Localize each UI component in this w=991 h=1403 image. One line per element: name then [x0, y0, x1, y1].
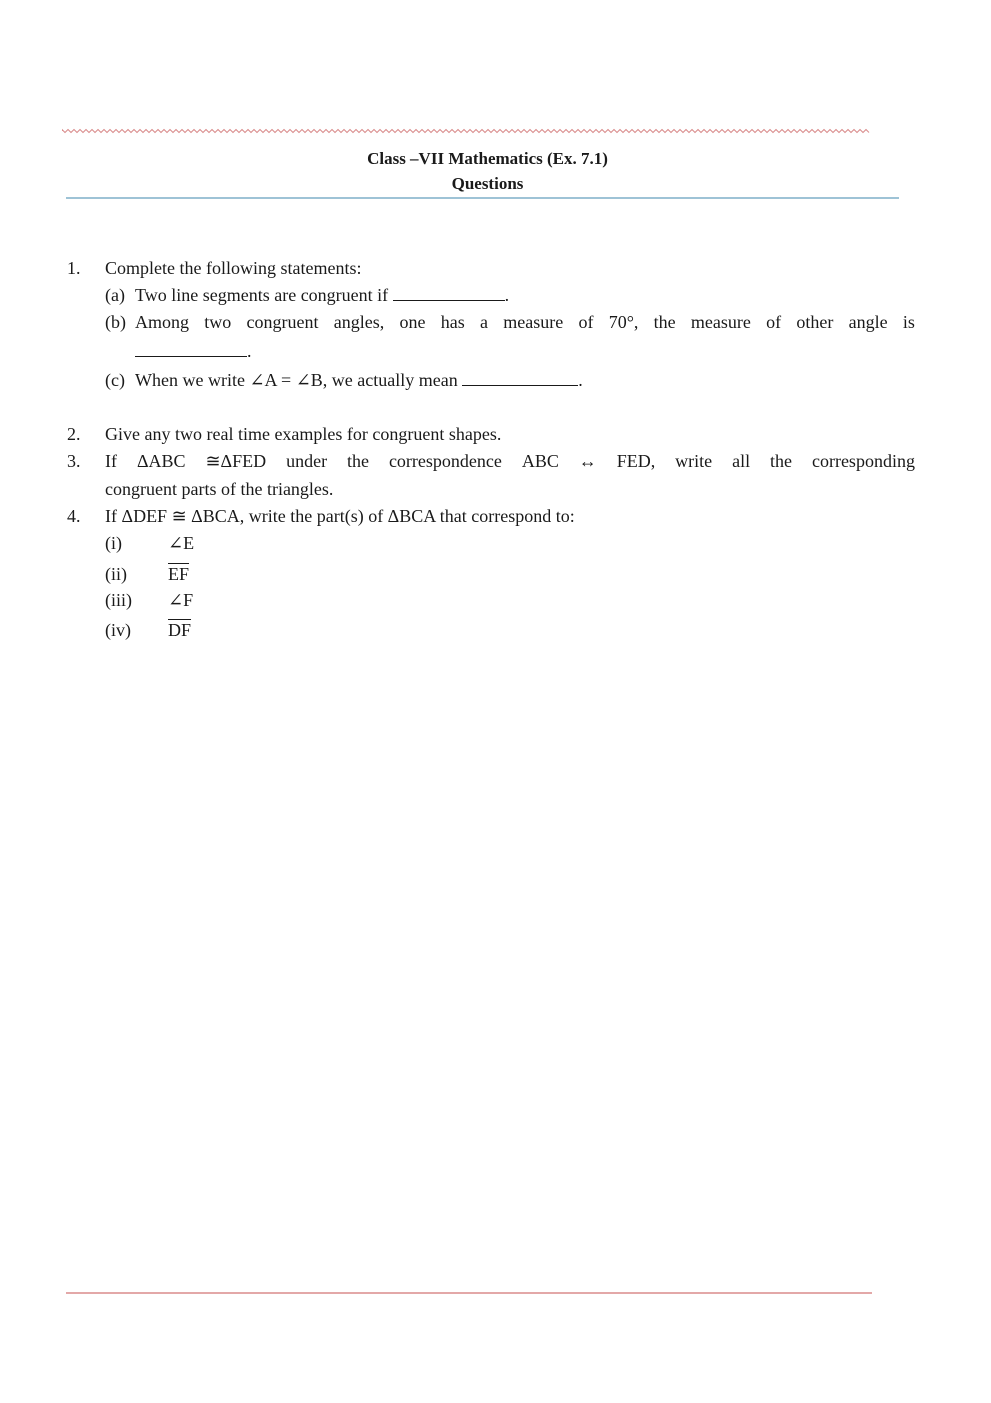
q1b-word: measure — [503, 312, 564, 332]
part-text: When we write ∠A = ∠B, we actually mean . — [135, 370, 583, 390]
sub-label: (i) — [105, 533, 122, 553]
part-text-justified — [135, 311, 915, 333]
part-text: Two line segments are congruent if . — [135, 285, 510, 305]
answer-blank — [393, 285, 505, 301]
q1b-word: the — [653, 312, 676, 332]
q3-word: corresponding — [811, 451, 915, 471]
question-text-justified — [105, 450, 915, 472]
page-title: Class –VII Mathematics (Ex. 7.1) — [367, 149, 608, 168]
question-number: 4. — [67, 506, 81, 526]
angle-f: ∠F — [168, 590, 194, 610]
q1b-word: of — [766, 312, 782, 332]
footer-rule — [66, 1292, 872, 1294]
q1b-word: is — [902, 312, 915, 332]
sub-label: (iv) — [105, 620, 131, 640]
q1b-word: angle — [848, 312, 888, 332]
question-number: 3. — [67, 451, 81, 471]
angle-e: ∠E — [168, 533, 195, 553]
q1b-word: angles, — [333, 312, 385, 332]
question-text: congruent parts of the triangles. — [105, 479, 334, 499]
page-subtitle: Questions — [451, 174, 524, 193]
q1b-word: measure — [690, 312, 751, 332]
decorative-wavy-line — [62, 127, 870, 135]
q1b-word: Among — [135, 312, 189, 332]
answer-blank — [462, 370, 578, 386]
answer-blank — [135, 341, 247, 357]
q3-word: under — [286, 451, 328, 471]
question-text: Give any two real time examples for congruent shapes. — [105, 424, 502, 444]
q1b-word: 70°, — [608, 312, 639, 332]
q1b-word: a — [479, 312, 488, 332]
q1b-word: of — [578, 312, 594, 332]
sub-label: (ii) — [105, 564, 127, 584]
segment-ef: $\overline{EF}$ — [168, 564, 190, 584]
q3-word: write — [675, 451, 713, 471]
question-number: 1. — [67, 258, 81, 278]
part-label: (a) — [105, 285, 125, 305]
q1b-word: has — [440, 312, 465, 332]
q3-word: correspondence — [388, 451, 502, 471]
part-label: (b) — [105, 312, 126, 332]
q3-word: ΔABC — [136, 451, 186, 471]
q3-word: FED, — [616, 451, 656, 471]
q3-word: ≅ΔFED — [205, 451, 267, 471]
sub-label: (iii) — [105, 590, 132, 610]
q3-word: If — [105, 451, 117, 471]
q1b-word: one — [399, 312, 426, 332]
q3-word: all — [732, 451, 751, 471]
q3-word: ABC — [521, 451, 559, 471]
question-number: 2. — [67, 424, 81, 444]
q3-word: the — [347, 451, 369, 471]
header-rule — [66, 197, 899, 199]
segment-df: $\overline{DF}$ — [168, 620, 192, 640]
q1b-word: other — [796, 312, 834, 332]
q3-word: the — [770, 451, 793, 471]
part-label: (c) — [105, 370, 125, 390]
q1b-word: two — [204, 312, 232, 332]
q3-word: ↔ — [578, 451, 597, 471]
question-text: If ΔDEF ≅ ΔBCA, write the part(s) of ΔBCA that correspond to: — [105, 506, 575, 526]
question-text: Complete the following statements: — [105, 258, 362, 278]
part-text: . — [135, 340, 252, 362]
q1b-word: congruent — [246, 312, 319, 332]
